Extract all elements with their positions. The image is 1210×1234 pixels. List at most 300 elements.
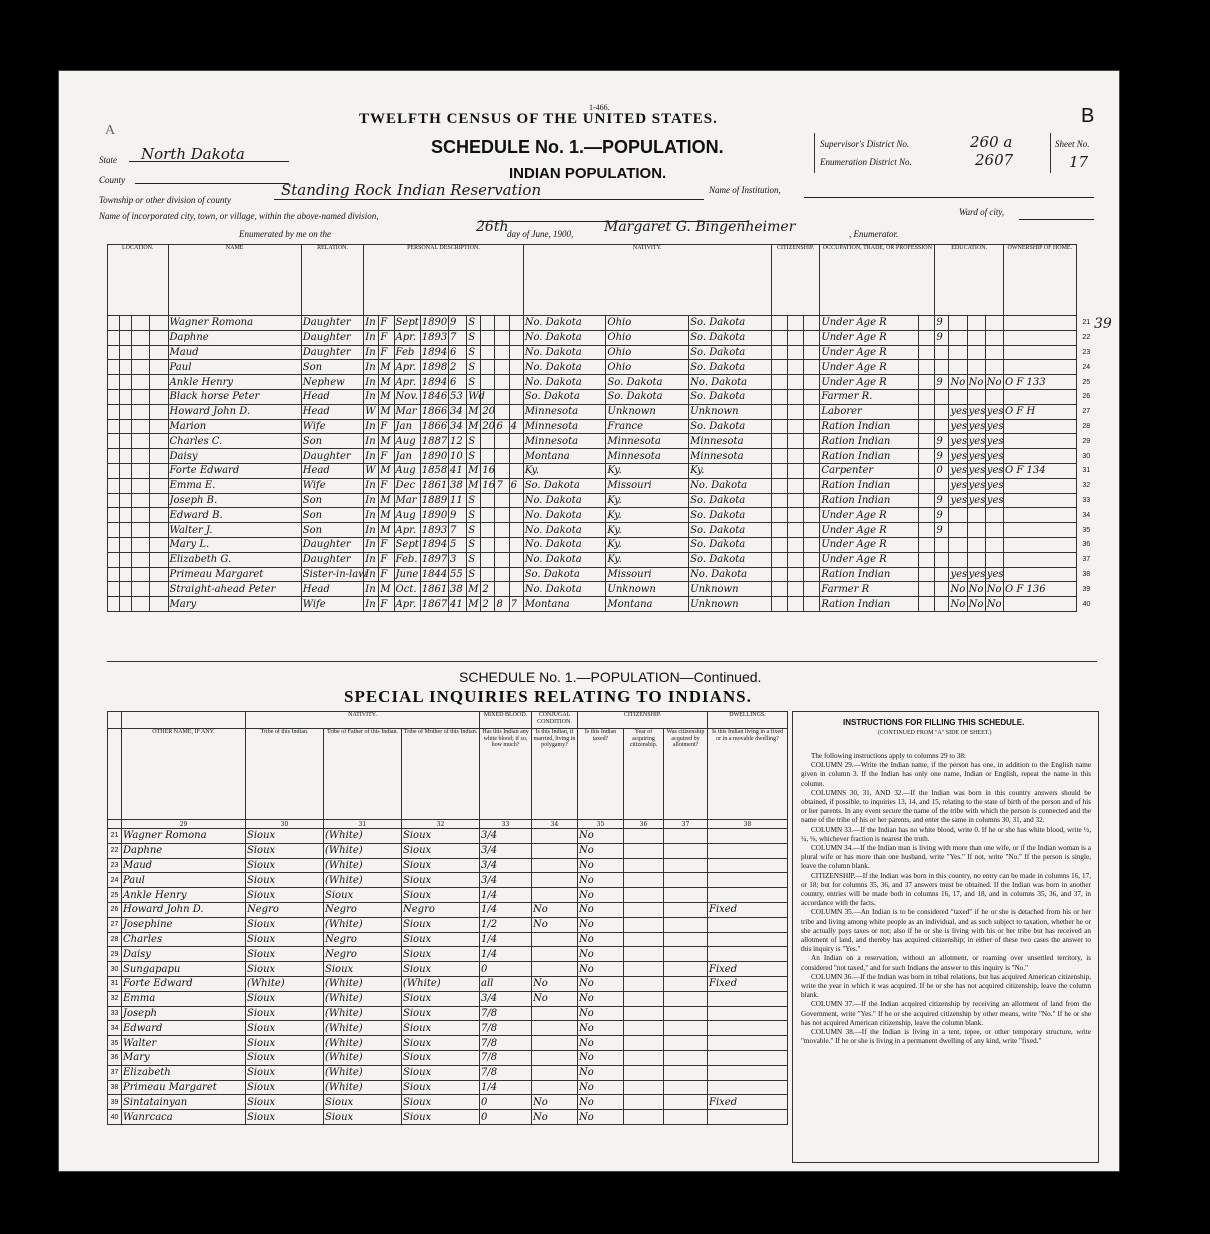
school-months-cell: 9 (935, 493, 949, 508)
sex-cell: M (379, 508, 394, 523)
years-married-cell (481, 360, 495, 375)
birth-year-cell: 1887 (421, 435, 448, 447)
table-row (108, 976, 788, 991)
dwelling-cell (708, 1080, 788, 1095)
marital-cell: S (467, 537, 481, 552)
township-label: Township or other division of county (99, 195, 231, 205)
dwelling-cell (132, 552, 150, 567)
school-months-cell: 9 (935, 375, 949, 390)
years-married-cell: 16 (482, 480, 496, 492)
tribe-cell: Sioux (246, 1065, 324, 1080)
sex-cell: M (379, 360, 394, 375)
tribe-mother-cell: Sioux (402, 991, 480, 1006)
can-write-cell: yes (968, 435, 986, 447)
family-cell (150, 567, 168, 582)
children-born-cell (495, 345, 509, 360)
home-ownership-cell (1003, 478, 1076, 493)
tribe-father-cell: (White) (324, 1080, 402, 1095)
col-number: 30 (246, 820, 324, 829)
school-months-cell: 0 (935, 463, 949, 478)
birth-month-cell: Apr. (394, 523, 420, 538)
years-married-cell: 16 (482, 465, 496, 477)
relation-cell: Daughter (301, 537, 364, 552)
white-blood-cell: 7/8 (480, 1065, 532, 1080)
occupation-cell: Under Age R (820, 552, 919, 567)
naturalization-cell (804, 449, 820, 464)
birthplace-cell: No. Dakota (523, 316, 606, 331)
row-number: 38 (108, 1080, 122, 1095)
row-number: 33 (108, 1006, 122, 1021)
county-label: County (99, 175, 125, 185)
children-living-cell (509, 537, 523, 552)
years-married-cell (481, 434, 495, 449)
name-cell: Mary L. (168, 537, 301, 552)
taxed-cell: No (578, 873, 624, 888)
home-ownership-cell (1003, 597, 1076, 612)
sex-cell: F (379, 345, 394, 360)
table-row (108, 1095, 788, 1110)
row-number-right: 28 (1082, 422, 1091, 430)
white-blood-cell: 1/4 (480, 902, 532, 917)
children-living-cell (509, 389, 523, 404)
color-cell: In (364, 523, 379, 538)
years-us-cell (788, 360, 804, 375)
birth-year-cell: 1866 (421, 420, 448, 432)
street-cell (108, 597, 120, 612)
home-ownership-cell (1003, 345, 1076, 360)
table-row (108, 434, 1097, 449)
dwelling-cell (132, 582, 150, 597)
can-read-cell: yes (950, 406, 968, 418)
school-months-cell (935, 404, 949, 419)
table-row (108, 523, 1097, 538)
allotment-cell (664, 843, 708, 858)
color-cell: In (364, 419, 379, 434)
dwelling-cell (708, 1006, 788, 1021)
father-birthplace-cell: Ky. (606, 552, 689, 567)
row-number-right: 38 (1082, 570, 1091, 578)
color-cell: In (364, 552, 379, 567)
birth-month-cell: Sept (395, 317, 419, 329)
other-name-cell: Edward (122, 1021, 246, 1036)
name-cell: Ankle Henry (168, 375, 301, 390)
occupation-cell: Ration Indian (820, 567, 919, 582)
birth-year-cell: 1890 (421, 450, 448, 462)
months-unemployed-cell (919, 449, 935, 464)
dwelling-cell (132, 375, 150, 390)
row-number-right: 34 (1082, 511, 1091, 519)
months-unemployed-cell (919, 404, 935, 419)
naturalization-cell (804, 345, 820, 360)
immigration-cell (771, 493, 787, 508)
marital-cell: S (467, 316, 481, 331)
children-born-cell (495, 567, 509, 582)
age-cell: 5 (449, 537, 467, 552)
speaks-english-cell (985, 389, 1003, 404)
naturalization-cell (804, 537, 820, 552)
taxed-cell: No (578, 829, 624, 844)
occupation-cell: Laborer (820, 404, 919, 419)
street-cell (108, 375, 120, 390)
years-us-cell (788, 330, 804, 345)
taxed-cell: No (578, 902, 624, 917)
col-head-31: Tribe of Father of this Indian. (324, 729, 402, 820)
years-us-cell (788, 478, 804, 493)
marital-cell: S (467, 523, 481, 538)
row-number-right: 37 (1082, 556, 1091, 564)
dwelling-cell (132, 389, 150, 404)
polygamy-cell (532, 1021, 578, 1036)
col-head-38: Is this Indian living in a fixed or in a movable dwelling? (708, 729, 788, 820)
school-months-cell: 9 (935, 523, 949, 538)
other-name-cell: Elizabeth (122, 1065, 246, 1080)
children-living-cell: 7 (509, 597, 523, 612)
school-months-cell: 9 (935, 449, 949, 464)
table-row (108, 843, 788, 858)
other-name-cell: Joseph (122, 1006, 246, 1021)
relation-cell: Daughter (301, 316, 364, 331)
months-unemployed-cell (919, 508, 935, 523)
occupation-cell: Ration Indian (820, 419, 919, 434)
relation-cell: Son (301, 434, 364, 449)
naturalization-cell (804, 463, 820, 478)
table-row (108, 582, 1097, 597)
name-cell: Elizabeth G. (168, 552, 301, 567)
row-number-right: 30 (1082, 452, 1091, 460)
age-cell: 11 (449, 493, 467, 508)
can-read-cell: yes (950, 435, 968, 447)
marital-cell: M (467, 419, 481, 434)
tribe-father-cell: (White) (324, 1021, 402, 1036)
relation-cell: Sister-in-law (302, 568, 367, 580)
birth-year-cell: 1858 (421, 465, 448, 477)
age-cell: 6 (449, 345, 467, 360)
house-cell (120, 389, 132, 404)
other-name-cell: Josephine (122, 917, 246, 932)
relation-cell: Daughter (301, 552, 364, 567)
can-read-cell (949, 508, 967, 523)
tribe-father-cell: (White) (324, 1036, 402, 1051)
table-row (108, 873, 788, 888)
instructions-sub: (CONTINUED FROM "A" SIDE OF SHEET.) (878, 730, 992, 736)
can-write-cell: yes (968, 450, 986, 462)
row-number: 37 (108, 1065, 122, 1080)
white-blood-cell: 1/4 (480, 947, 532, 962)
father-birthplace-cell: Unknown (606, 404, 689, 419)
tribe-father-cell: (White) (324, 1006, 402, 1021)
birth-month-cell: Aug (394, 434, 420, 449)
mother-birthplace-cell: So. Dakota (689, 552, 772, 567)
years-us-cell (788, 389, 804, 404)
children-born-cell (495, 330, 509, 345)
age-cell: 6 (449, 375, 467, 390)
immigration-cell (771, 404, 787, 419)
home-ownership-cell (1003, 508, 1076, 523)
birthplace-cell: So. Dakota (523, 567, 606, 582)
years-us-cell (788, 597, 804, 612)
row-number: 28 (108, 932, 122, 947)
tribe-father-cell: (White) (324, 1050, 402, 1065)
school-months-cell (935, 597, 949, 612)
state-value: North Dakota (141, 145, 245, 163)
dwelling-cell (132, 316, 150, 331)
speaks-english-cell (985, 345, 1003, 360)
tribe-mother-cell: Sioux (402, 1050, 480, 1065)
other-name-cell: Primeau Margaret (122, 1080, 246, 1095)
speaks-english-cell (985, 360, 1003, 375)
table-row (108, 552, 1097, 567)
row-number-right: 21 (1082, 319, 1091, 327)
color-cell: In (364, 330, 379, 345)
citizenship-year-cell (624, 1050, 664, 1065)
dwelling-cell (132, 523, 150, 538)
dwelling-cell (132, 345, 150, 360)
family-cell (150, 463, 168, 478)
family-cell (150, 449, 168, 464)
tribe-father-cell: Sioux (324, 888, 402, 903)
can-read-cell: yes (950, 568, 968, 580)
speaks-english-cell: yes (986, 494, 1004, 506)
table-row (108, 1036, 788, 1051)
occupation-cell: Under Age R (820, 360, 919, 375)
table-row (108, 858, 788, 873)
birth-year-cell: 1866 (421, 406, 448, 418)
marital-cell: S (467, 552, 481, 567)
instruction-paragraph: COLUMN 36.—If the Indian was born in tribal relations, but has acquired American citizenship, write the year in which it was acquired. If he or she has not acquired citizenship, leave the column blank. (801, 972, 1091, 1000)
dwelling-cell: Fixed (708, 976, 788, 991)
school-months-cell: 9 (935, 316, 949, 331)
naturalization-cell (804, 597, 820, 612)
name-cell: Edward B. (168, 508, 301, 523)
father-birthplace-cell: Missouri (606, 567, 689, 582)
polygamy-cell (532, 843, 578, 858)
children-born-cell (495, 360, 509, 375)
naturalization-cell (804, 493, 820, 508)
years-us-cell (788, 567, 804, 582)
dwelling-cell (708, 932, 788, 947)
immigration-cell (771, 449, 787, 464)
family-cell (150, 316, 168, 331)
speaks-english-cell: yes (986, 406, 1004, 418)
occupation-cell: Ration Indian (820, 449, 919, 464)
supervisor-label: Supervisor's District No. (820, 139, 910, 149)
table-row (108, 932, 788, 947)
years-married-cell (481, 523, 495, 538)
house-cell (120, 537, 132, 552)
street-cell (108, 360, 120, 375)
mother-birthplace-cell: No. Dakota (689, 567, 772, 582)
birthplace-cell: No. Dakota (523, 345, 606, 360)
years-us-cell (788, 316, 804, 331)
naturalization-cell (804, 404, 820, 419)
col-number: 33 (480, 820, 532, 829)
children-born-cell (495, 523, 509, 538)
home-ownership-cell: O F 134 (1003, 463, 1076, 478)
row-number-right: 23 (1082, 348, 1091, 356)
instruction-paragraph: The following instructions apply to columns 29 to 38: (811, 752, 966, 760)
table-row (108, 389, 1097, 404)
sex-cell: F (379, 316, 394, 331)
dwellings-group: DWELLINGS. (708, 712, 788, 729)
dwelling-cell (132, 330, 150, 345)
col-head-36: Year of acquiring citizenship. (624, 729, 664, 820)
table-row (108, 991, 788, 1006)
sex-cell: F (379, 449, 394, 464)
tribe-mother-cell: Sioux (402, 962, 480, 977)
ward-line (1019, 205, 1094, 220)
tribe-father-cell: (White) (324, 829, 402, 844)
children-living-cell: 4 (509, 419, 523, 434)
name-cell: Emma E. (168, 478, 301, 493)
can-read-cell (949, 330, 967, 345)
tribe-mother-cell: Sioux (402, 888, 480, 903)
birth-year-cell: 1894 (421, 376, 448, 388)
relation-cell: Wife (301, 478, 364, 493)
table-row (108, 829, 788, 844)
sex-cell: M (379, 404, 394, 419)
birth-year-cell: 1897 (421, 554, 448, 566)
row-number-right: 24 (1082, 363, 1091, 371)
relation-cell: Daughter (301, 330, 364, 345)
children-born-cell (495, 582, 509, 597)
can-read-cell (949, 345, 967, 360)
tribe-father-cell: (White) (324, 873, 402, 888)
dwelling-cell (132, 478, 150, 493)
naturalization-cell (804, 523, 820, 538)
school-months-cell (935, 360, 949, 375)
enumerated-day: 26th (476, 219, 509, 235)
birthplace-cell: No. Dakota (523, 375, 606, 390)
age-cell: 34 (449, 419, 467, 434)
citizenship-year-cell (624, 888, 664, 903)
naturalization-cell (804, 375, 820, 390)
sex-cell: F (379, 597, 394, 612)
years-us-cell (788, 537, 804, 552)
white-blood-cell: 7/8 (480, 1050, 532, 1065)
dwelling-cell (708, 858, 788, 873)
speaks-english-cell: No (986, 376, 1002, 388)
education-head: EDUCATION. (935, 245, 1004, 316)
birth-month-cell: Apr. (394, 375, 420, 390)
relation-cell: Daughter (301, 449, 364, 464)
dwelling-cell: Fixed (708, 902, 788, 917)
tribe-cell: Sioux (246, 917, 324, 932)
age-cell: 3 (449, 552, 467, 567)
row-number: 23 (108, 858, 122, 873)
other-name-cell: Sintatainyan (122, 1095, 246, 1110)
tribe-cell: Sioux (246, 843, 324, 858)
name-cell: Wagner Romona (168, 316, 301, 331)
allotment-cell (664, 962, 708, 977)
row-number: 27 (108, 917, 122, 932)
naturalization-cell (804, 552, 820, 567)
tribe-mother-cell: Sioux (402, 858, 480, 873)
age-cell: 55 (449, 567, 467, 582)
father-birthplace-cell: Ohio (606, 345, 689, 360)
tribe-cell: Sioux (246, 1110, 324, 1125)
immigration-cell (771, 582, 787, 597)
citizenship-year-cell (624, 917, 664, 932)
allotment-cell (664, 1080, 708, 1095)
school-months-cell: 9 (935, 330, 949, 345)
taxed-cell: No (578, 947, 624, 962)
tribe-cell: Sioux (246, 1021, 324, 1036)
allotment-cell (664, 1006, 708, 1021)
marital-cell: Wd (468, 391, 485, 403)
tribe-mother-cell: Sioux (402, 1095, 480, 1110)
polygamy-cell (532, 888, 578, 903)
family-cell (150, 493, 168, 508)
years-us-cell (788, 582, 804, 597)
family-cell (150, 537, 168, 552)
nativity-head: NATIVITY. (523, 245, 771, 316)
allotment-cell (664, 1036, 708, 1051)
tribe-father-cell: Negro (324, 902, 402, 917)
table-row (108, 597, 1097, 612)
children-living-cell (509, 434, 523, 449)
dwelling-cell (132, 567, 150, 582)
color-cell: In (364, 449, 379, 464)
family-cell (150, 478, 168, 493)
years-married-cell: 2 (481, 582, 495, 597)
home-ownership-cell (1003, 330, 1076, 345)
occupation-cell: Ration Indian (820, 478, 919, 493)
row-number-head (108, 729, 122, 820)
birthplace-cell: No. Dakota (523, 523, 606, 538)
schedule-title: SCHEDULE No. 1.—POPULATION. (431, 137, 724, 157)
row-number: 31 (108, 976, 122, 991)
enumeration-label: Enumeration District No. (820, 157, 912, 167)
birthplace-cell: Ky. (523, 463, 606, 478)
table-row (108, 316, 1097, 331)
tribe-mother-cell: Negro (402, 902, 480, 917)
birthplace-cell: No. Dakota (523, 360, 606, 375)
sex-cell: F (379, 478, 394, 493)
months-unemployed-cell (919, 567, 935, 582)
birth-month-cell: Apr. (394, 360, 420, 375)
birth-month-cell: Feb. (394, 552, 420, 567)
dwelling-cell (132, 493, 150, 508)
can-write-cell (967, 508, 985, 523)
occupation-cell: Under Age R (820, 345, 919, 360)
dwelling-cell (132, 404, 150, 419)
age-cell: 9 (449, 508, 467, 523)
row-number-right: 40 (1082, 600, 1091, 608)
home-ownership-cell (1003, 567, 1076, 582)
home-ownership-cell (1003, 360, 1076, 375)
years-married-cell: 20 (482, 420, 496, 432)
birth-year-cell: 1890 (421, 317, 448, 329)
allotment-cell (664, 976, 708, 991)
children-born-cell (495, 493, 509, 508)
name-cell: Marion (168, 419, 301, 434)
can-read-cell: No (950, 598, 966, 610)
relation-head: RELATION. (301, 245, 364, 316)
birth-month-cell: Apr. (394, 597, 420, 612)
name-cell: Daisy (168, 449, 301, 464)
ownership-head: OWNERSHIP OF HOME. (1003, 245, 1076, 316)
age-cell: 38 (449, 582, 467, 597)
enumerated-mid: day of June, 1900, (507, 229, 574, 239)
instructions-title: INSTRUCTIONS FOR FILLING THIS SCHEDULE. (843, 718, 1025, 727)
row-number-right: 32 (1082, 482, 1091, 490)
table-row (108, 1080, 788, 1095)
polygamy-cell (532, 1050, 578, 1065)
birth-month-cell: Apr. (394, 330, 420, 345)
mother-birthplace-cell: So. Dakota (689, 360, 772, 375)
birthplace-cell: Minnesota (523, 434, 606, 449)
relation-cell: Daughter (301, 345, 364, 360)
